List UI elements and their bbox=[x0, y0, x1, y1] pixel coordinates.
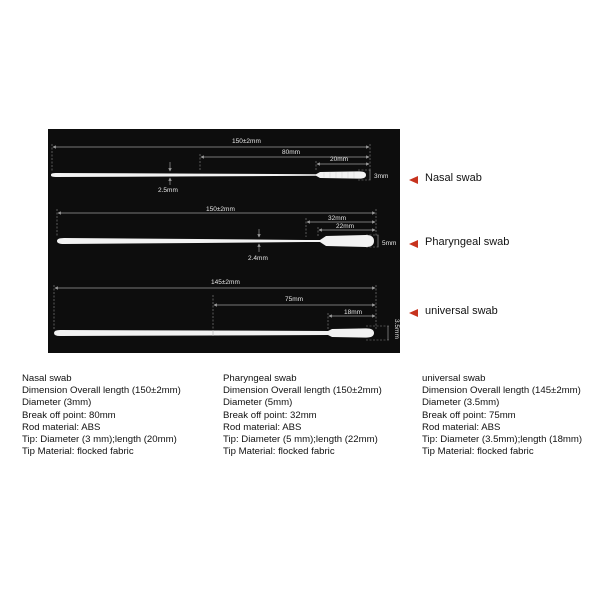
nasal-swab-label: Nasal swab bbox=[425, 172, 482, 184]
spec-line: Tip: Diameter (5 mm);length (22mm) bbox=[223, 434, 378, 446]
pharyngeal-swab-drawing bbox=[57, 206, 396, 262]
universal-pointer-icon bbox=[409, 309, 418, 317]
pharyngeal-tip-length-label: 22mm bbox=[336, 223, 355, 230]
spec-line: Break off point: 32mm bbox=[223, 409, 317, 421]
nasal-dimension-lines bbox=[53, 147, 370, 185]
spec-line: Tip: Diameter (3.5mm);length (18mm) bbox=[422, 434, 583, 446]
pharyngeal-spec-block bbox=[223, 373, 382, 458]
spec-line: Diameter (5mm) bbox=[223, 397, 293, 409]
swab-diagram bbox=[48, 129, 400, 353]
spec-title: Pharyngeal swab bbox=[223, 373, 297, 384]
universal-spec-block bbox=[422, 373, 582, 458]
nasal-pointer-icon bbox=[409, 176, 418, 184]
spec-line: Rod material: ABS bbox=[223, 421, 302, 433]
spec-line: Rod material: ABS bbox=[22, 421, 101, 433]
spec-line: Dimension Overall length (145±2mm) bbox=[422, 385, 581, 397]
spec-line: Break off point: 80mm bbox=[22, 409, 116, 421]
nasal-swab-drawing bbox=[51, 138, 388, 194]
spec-line: Dimension Overall length (150±2mm) bbox=[22, 385, 181, 397]
pharyngeal-rod-diameter-label: 2.4mm bbox=[248, 255, 268, 262]
nasal-breakoff-label: 80mm bbox=[282, 149, 301, 156]
nasal-swab-shape bbox=[51, 171, 366, 178]
spec-line: Tip Material: flocked fabric bbox=[422, 446, 534, 458]
nasal-overall-length-label: 150±2mm bbox=[232, 138, 261, 145]
spec-line: Rod material: ABS bbox=[422, 421, 501, 433]
pharyngeal-swab-shape bbox=[57, 235, 374, 247]
universal-tip-diameter-label: 3.5mm bbox=[393, 319, 400, 339]
nasal-rod-diameter-label: 2.5mm bbox=[158, 187, 178, 194]
nasal-tip-length-label: 20mm bbox=[330, 156, 349, 163]
universal-breakoff-label: 75mm bbox=[285, 296, 304, 303]
spec-line: Diameter (3.5mm) bbox=[422, 397, 500, 409]
pharyngeal-breakoff-label: 32mm bbox=[328, 215, 347, 222]
universal-swab-drawing bbox=[54, 279, 400, 340]
universal-swab-label: universal swab bbox=[425, 305, 498, 317]
spec-line: Tip Material: flocked fabric bbox=[223, 446, 335, 458]
spec-title: universal swab bbox=[422, 373, 486, 384]
spec-line: Tip Material: flocked fabric bbox=[22, 446, 134, 458]
universal-overall-length-label: 145±2mm bbox=[211, 279, 240, 286]
universal-swab-shape bbox=[54, 328, 374, 337]
universal-tip-length-label: 18mm bbox=[344, 309, 363, 316]
spec-line: Break off point: 75mm bbox=[422, 409, 516, 421]
spec-line: Tip: Diameter (3 mm);length (20mm) bbox=[22, 434, 177, 446]
pharyngeal-overall-length-label: 150±2mm bbox=[206, 206, 235, 213]
pharyngeal-pointer-icon bbox=[409, 240, 418, 248]
pharyngeal-tip-diameter-label: 5mm bbox=[382, 240, 397, 247]
spec-title: Nasal swab bbox=[22, 373, 72, 384]
pharyngeal-swab-label: Pharyngeal swab bbox=[425, 236, 510, 248]
spec-line: Diameter (3mm) bbox=[22, 397, 92, 409]
spec-line: Dimension Overall length (150±2mm) bbox=[223, 385, 382, 397]
nasal-tip-diameter-label: 3mm bbox=[374, 173, 389, 180]
diagram-panel bbox=[48, 129, 400, 353]
nasal-spec-block bbox=[22, 373, 181, 458]
